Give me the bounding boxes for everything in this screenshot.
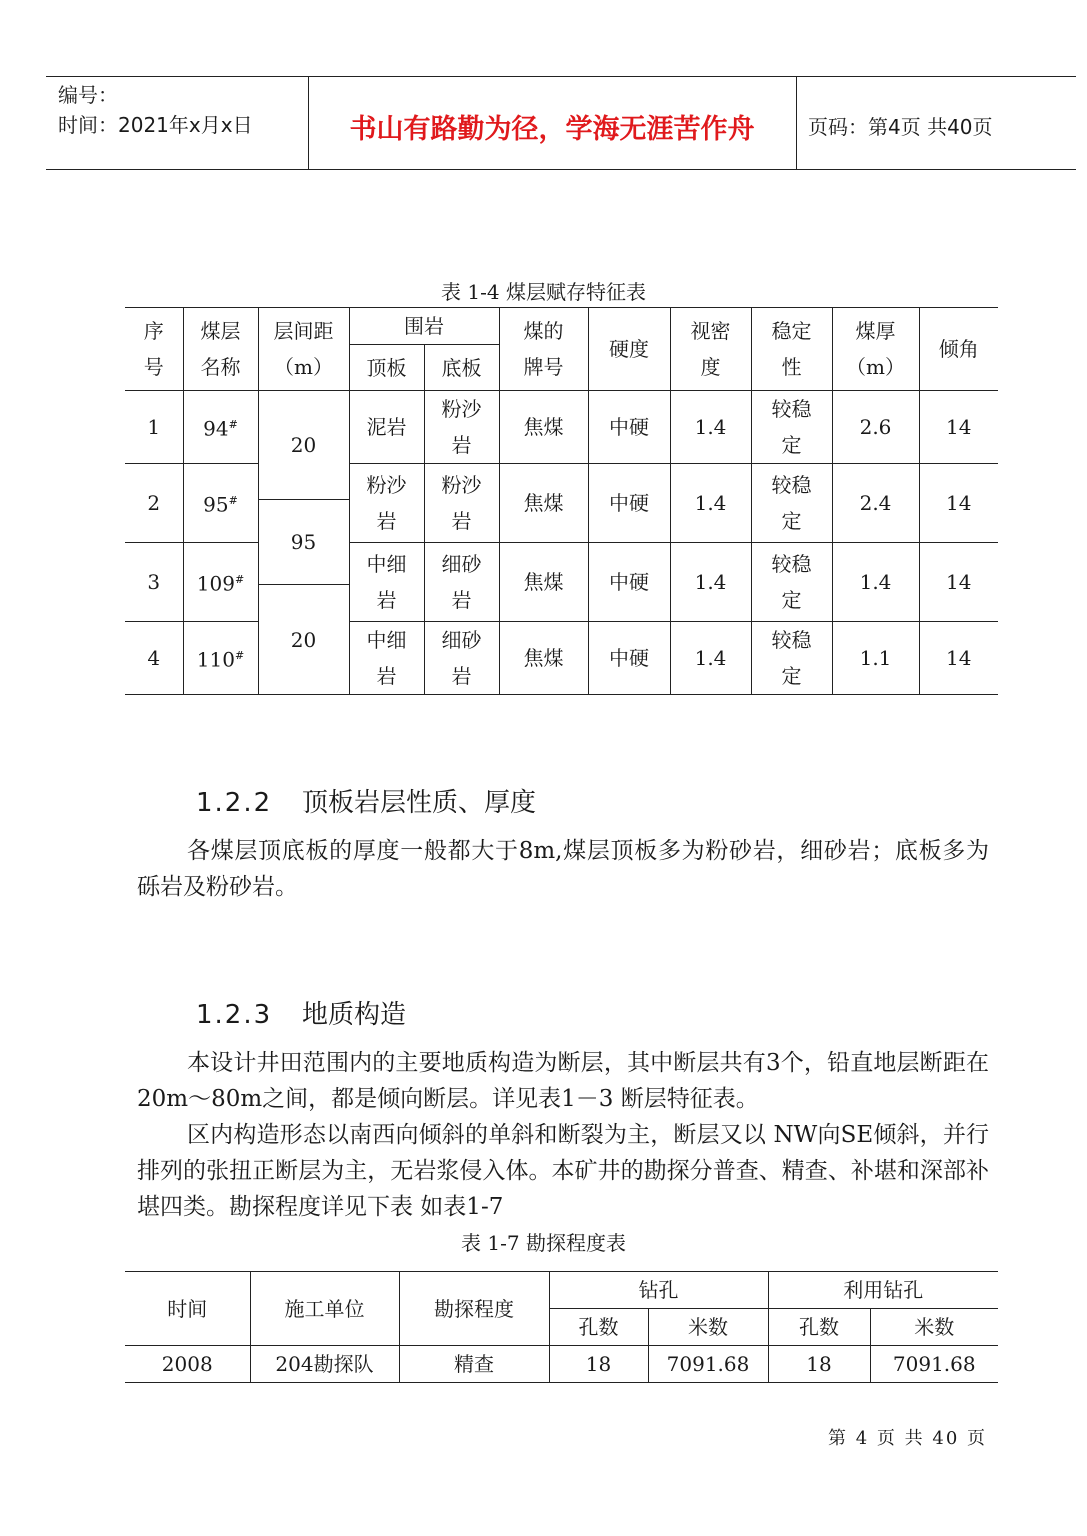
cell-brand: 焦煤 — [499, 464, 588, 543]
cell-density: 1.4 — [670, 543, 751, 622]
cell-seam-name: 95# — [183, 464, 258, 543]
section-1-2-2-paragraph: 各煤层顶底板的厚度一般都大于8m,煤层顶板多为粉砂岩，细砂岩；底板多为砾岩及粉砂岩。 — [137, 838, 989, 900]
header-seq: 序 号 — [125, 308, 183, 391]
header-page-cell — [796, 77, 1076, 169]
header-stability: 稳定 性 — [751, 308, 832, 391]
section-1-2-2-heading — [196, 782, 536, 819]
cell-thickness: 1.1 — [832, 622, 919, 695]
table-row — [125, 464, 998, 500]
header-left-cell — [46, 77, 309, 169]
section-number: 1.2.2 — [196, 788, 273, 818]
cell-brand: 焦煤 — [499, 391, 588, 464]
header-unit: 施工单位 — [250, 1272, 399, 1346]
cell-time: 2008 — [125, 1346, 250, 1383]
cell-used-meters: 7091.68 — [870, 1346, 998, 1383]
header-motto-cell — [308, 77, 797, 169]
cell-spacing: 20 — [258, 585, 349, 695]
section-title: 顶板岩层性质、厚度 — [302, 788, 537, 818]
cell-thickness: 2.6 — [832, 391, 919, 464]
cell-roof: 粉沙 岩 — [349, 464, 424, 543]
header-holes: 孔数 — [549, 1309, 648, 1346]
cell-meters: 7091.68 — [648, 1346, 768, 1383]
cell-unit: 204勘探队 — [250, 1346, 399, 1383]
header-used-drill: 利用钻孔 — [768, 1272, 998, 1309]
header-motto: 书山有路勤为径，学海无涯苦作舟 — [349, 114, 755, 145]
section-1-2-3-heading — [196, 994, 406, 1031]
header-dip: 倾角 — [919, 308, 998, 391]
header-drill: 钻孔 — [549, 1272, 768, 1309]
section-number: 1.2.3 — [196, 1000, 273, 1030]
exploration-table — [125, 1271, 998, 1383]
cell-seam-name: 94# — [183, 391, 258, 464]
cell-brand: 焦煤 — [499, 622, 588, 695]
cell-dip: 14 — [919, 464, 998, 543]
table-row — [125, 622, 998, 695]
cell-floor: 粉沙 岩 — [424, 464, 499, 543]
header-hardness: 硬度 — [588, 308, 670, 391]
cell-stability: 较稳 定 — [751, 391, 832, 464]
header-time-label: 时间：2021年x月x日 — [58, 113, 253, 137]
header-meters: 米数 — [648, 1309, 768, 1346]
cell-stability: 较稳 定 — [751, 464, 832, 543]
header-degree: 勘探程度 — [399, 1272, 549, 1346]
cell-density: 1.4 — [670, 622, 751, 695]
cell-hardness: 中硬 — [588, 622, 670, 695]
cell-brand: 焦煤 — [499, 543, 588, 622]
table-1-7-caption: 表 1-7 勘探程度表 — [461, 1231, 626, 1255]
cell-used-holes: 18 — [768, 1346, 870, 1383]
cell-hardness: 中硬 — [588, 543, 670, 622]
cell-seam-name: 110# — [183, 622, 258, 695]
table-1-4-caption: 表 1-4 煤层赋存特征表 — [441, 280, 646, 304]
header-wall-rock: 围岩 — [349, 308, 499, 345]
cell-dip: 14 — [919, 391, 998, 464]
cell-hardness: 中硬 — [588, 464, 670, 543]
table-row — [125, 391, 998, 428]
header-spacing: 层间距 （m） — [258, 308, 349, 391]
cell-floor: 粉沙 岩 — [424, 391, 499, 464]
cell-hardness: 中硬 — [588, 391, 670, 464]
cell-seam-name: 109# — [183, 543, 258, 622]
page-footer: 第 4 页 共 40 页 — [828, 1428, 987, 1449]
header-time: 时间 — [125, 1272, 250, 1346]
section-title: 地质构造 — [302, 1000, 407, 1030]
cell-density: 1.4 — [670, 464, 751, 543]
cell-roof: 中细 岩 — [349, 543, 424, 622]
cell-thickness: 2.4 — [832, 464, 919, 543]
header-used-meters: 米数 — [870, 1309, 998, 1346]
cell-roof: 中细 岩 — [349, 622, 424, 695]
cell-floor: 细砂 岩 — [424, 622, 499, 695]
header-used-holes: 孔数 — [768, 1309, 870, 1346]
header-floor: 底板 — [424, 345, 499, 391]
section-1-2-3-paragraph-1: 本设计井田范围内的主要地质构造为断层，其中断层共有3个，铅直地层断距在20m～80m之间，都是倾向断层。详见表1－3 断层特征表。 — [137, 1050, 989, 1112]
cell-seq: 2 — [125, 464, 183, 543]
cell-dip: 14 — [919, 543, 998, 622]
table-row — [125, 543, 998, 585]
header-coal-brand: 煤的 牌号 — [499, 308, 588, 391]
cell-dip: 14 — [919, 622, 998, 695]
header-page-info: 页码：第4页 共40页 — [808, 115, 993, 139]
header-number-label: 编号： — [58, 83, 118, 107]
cell-stability: 较稳 定 — [751, 543, 832, 622]
header-density: 视密 度 — [670, 308, 751, 391]
cell-seq: 1 — [125, 391, 183, 464]
table-row — [125, 1346, 998, 1383]
header-seam-name: 煤层 名称 — [183, 308, 258, 391]
header-thickness: 煤厚 （m） — [832, 308, 919, 391]
cell-roof: 泥岩 — [349, 391, 424, 464]
cell-degree: 精查 — [399, 1346, 549, 1383]
coal-seam-table — [125, 307, 998, 695]
section-1-2-3-paragraph-2: 区内构造形态以南西向倾斜的单斜和断裂为主，断层又以 NW向SE倾斜，并行排列的张扭正断层为主，无岩浆侵入体。本矿井的勘探分普查、精查、补堪和深部补堪四类。勘探程度详见下表 如表1-7 — [137, 1122, 989, 1220]
header-roof: 顶板 — [349, 345, 424, 391]
cell-seq: 3 — [125, 543, 183, 622]
cell-spacing: 20 — [258, 391, 349, 500]
cell-seq: 4 — [125, 622, 183, 695]
page-header — [46, 76, 1076, 170]
cell-holes: 18 — [549, 1346, 648, 1383]
cell-stability: 较稳 定 — [751, 622, 832, 695]
cell-floor: 细砂 岩 — [424, 543, 499, 622]
cell-spacing: 95 — [258, 500, 349, 585]
cell-density: 1.4 — [670, 391, 751, 464]
cell-thickness: 1.4 — [832, 543, 919, 622]
